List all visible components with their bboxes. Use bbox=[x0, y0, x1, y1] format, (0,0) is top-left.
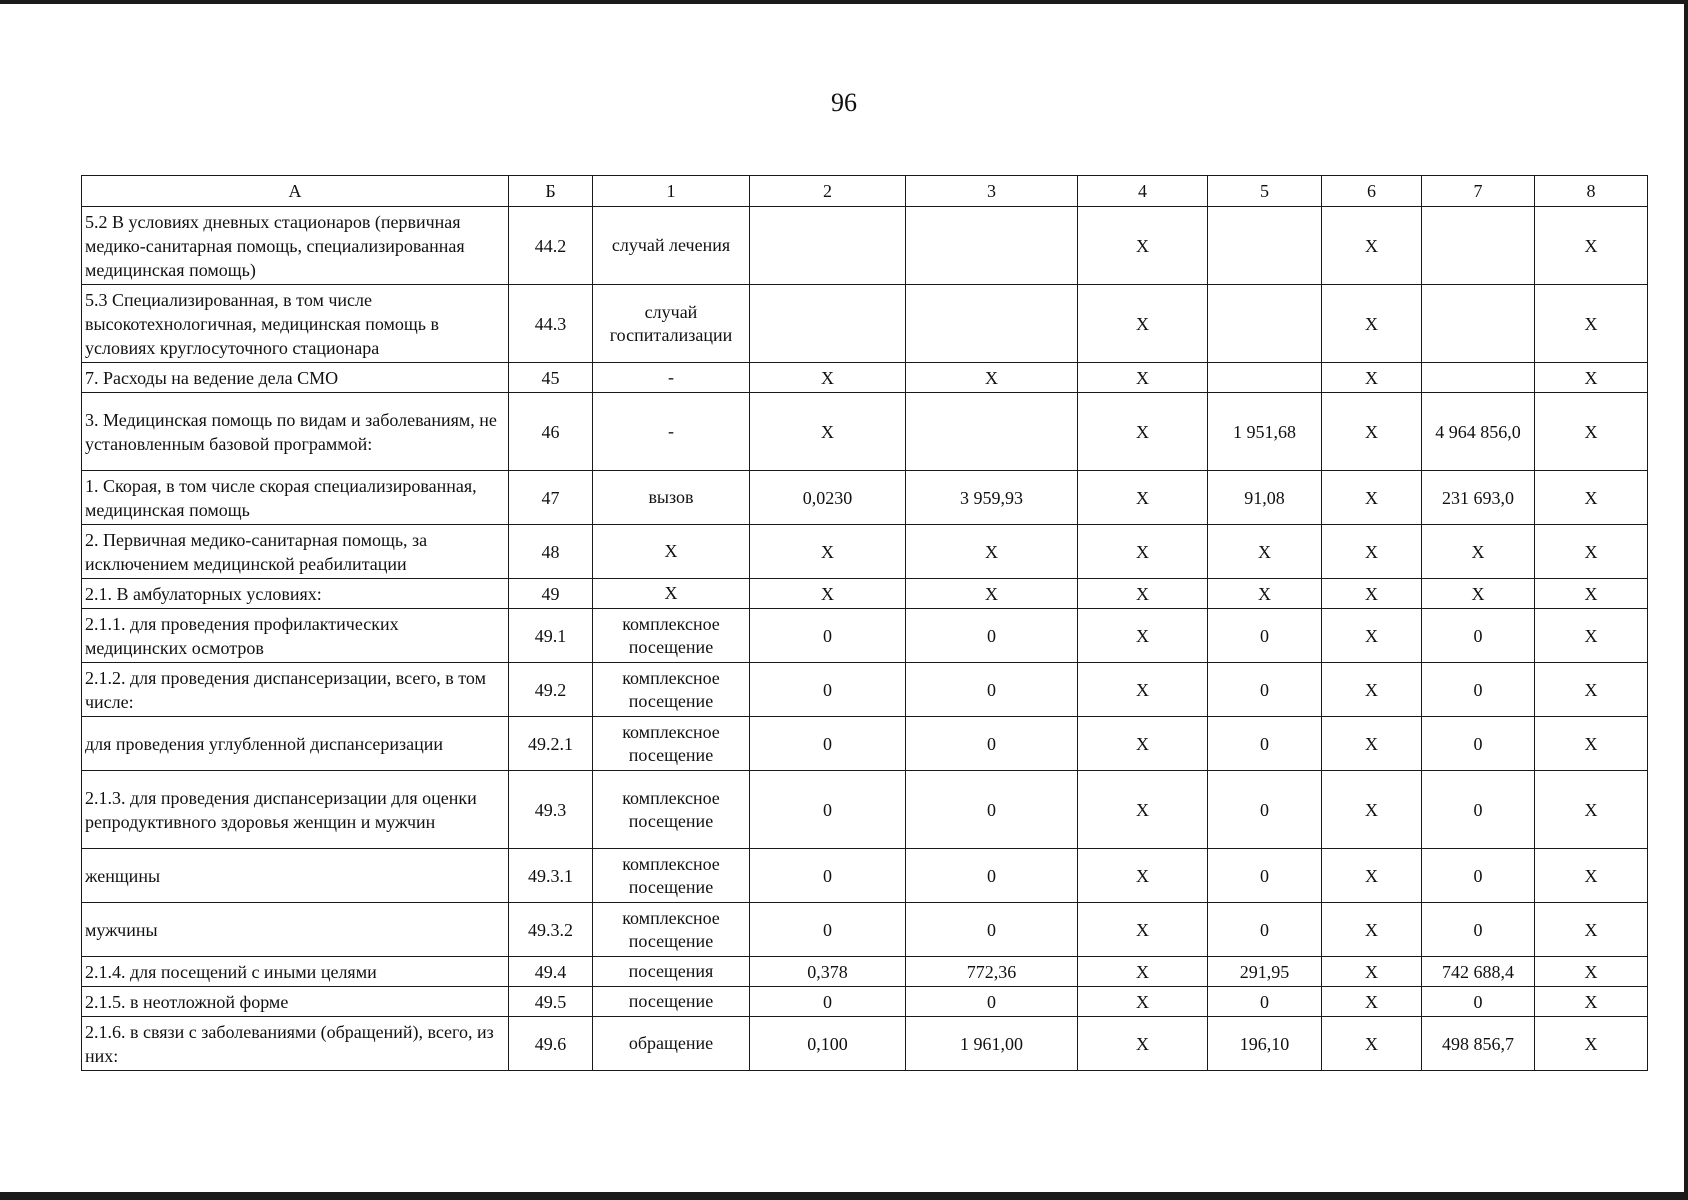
cell-col-5 bbox=[1208, 207, 1322, 285]
cell-col-2: X bbox=[750, 579, 906, 609]
cell-col-8: X bbox=[1535, 285, 1648, 363]
cell-col-3: 3 959,93 bbox=[906, 471, 1078, 525]
header-col-1: 1 bbox=[593, 176, 750, 207]
cell-col-8: X bbox=[1535, 207, 1648, 285]
row-label: 2.1.1. для проведения профилактических медицинских осмотров bbox=[82, 609, 509, 663]
row-unit: X bbox=[593, 525, 750, 579]
scan-top-edge bbox=[0, 0, 1688, 4]
table-row bbox=[82, 903, 1648, 957]
table-row bbox=[82, 987, 1648, 1017]
cell-col-5 bbox=[1208, 285, 1322, 363]
cell-col-7: X bbox=[1422, 525, 1535, 579]
row-unit: посещения bbox=[593, 957, 750, 987]
header-col-6: 6 bbox=[1322, 176, 1422, 207]
cell-col-5: 0 bbox=[1208, 771, 1322, 849]
cell-col-2: 0 bbox=[750, 903, 906, 957]
row-label: 3. Медицинская помощь по видам и заболеваниям, не установленным базовой программой: bbox=[82, 393, 509, 471]
table-row bbox=[82, 525, 1648, 579]
cell-col-4: X bbox=[1078, 663, 1208, 717]
cell-col-4: X bbox=[1078, 717, 1208, 771]
cell-col-7: 0 bbox=[1422, 987, 1535, 1017]
cell-col-4: X bbox=[1078, 609, 1208, 663]
cell-col-7 bbox=[1422, 207, 1535, 285]
cell-col-8: X bbox=[1535, 849, 1648, 903]
cell-col-4: X bbox=[1078, 525, 1208, 579]
cell-col-5 bbox=[1208, 363, 1322, 393]
table-row bbox=[82, 771, 1648, 849]
row-code: 49.3.2 bbox=[509, 903, 593, 957]
row-unit: комплексное посещение bbox=[593, 609, 750, 663]
row-code: 49.3 bbox=[509, 771, 593, 849]
row-label: 7. Расходы на ведение дела СМО bbox=[82, 363, 509, 393]
table-header-row bbox=[82, 176, 1648, 207]
cell-col-7: 498 856,7 bbox=[1422, 1017, 1535, 1071]
row-label: 2.1.5. в неотложной форме bbox=[82, 987, 509, 1017]
cell-col-4: X bbox=[1078, 903, 1208, 957]
cell-col-5: 91,08 bbox=[1208, 471, 1322, 525]
cell-col-6: X bbox=[1322, 609, 1422, 663]
row-label: женщины bbox=[82, 849, 509, 903]
header-col-b: Б bbox=[509, 176, 593, 207]
cell-col-8: X bbox=[1535, 1017, 1648, 1071]
row-unit: вызов bbox=[593, 471, 750, 525]
row-label: 2.1.3. для проведения диспансеризации для оценки репродуктивного здоровья женщин и мужчин bbox=[82, 771, 509, 849]
row-label: 2.1.6. в связи с заболеваниями (обращений), всего, из них: bbox=[82, 1017, 509, 1071]
cell-col-4: X bbox=[1078, 987, 1208, 1017]
cell-col-3 bbox=[906, 207, 1078, 285]
cell-col-8: X bbox=[1535, 471, 1648, 525]
row-unit: комплексное посещение bbox=[593, 771, 750, 849]
cell-col-7: 0 bbox=[1422, 717, 1535, 771]
cell-col-3: 0 bbox=[906, 987, 1078, 1017]
cell-col-8: X bbox=[1535, 663, 1648, 717]
cell-col-8: X bbox=[1535, 609, 1648, 663]
header-col-7: 7 bbox=[1422, 176, 1535, 207]
cell-col-7: 0 bbox=[1422, 663, 1535, 717]
cell-col-7: 0 bbox=[1422, 903, 1535, 957]
cell-col-3: 0 bbox=[906, 717, 1078, 771]
cell-col-4: X bbox=[1078, 1017, 1208, 1071]
cell-col-6: X bbox=[1322, 471, 1422, 525]
row-code: 49.2.1 bbox=[509, 717, 593, 771]
cell-col-8: X bbox=[1535, 771, 1648, 849]
cell-col-2: 0 bbox=[750, 987, 906, 1017]
cell-col-6: X bbox=[1322, 849, 1422, 903]
cell-col-3: 1 961,00 bbox=[906, 1017, 1078, 1071]
cell-col-5: X bbox=[1208, 579, 1322, 609]
cell-col-5: 0 bbox=[1208, 609, 1322, 663]
table-row bbox=[82, 393, 1648, 471]
cell-col-7: 0 bbox=[1422, 849, 1535, 903]
cell-col-5: 0 bbox=[1208, 903, 1322, 957]
row-code: 44.3 bbox=[509, 285, 593, 363]
cell-col-2: X bbox=[750, 363, 906, 393]
header-col-5: 5 bbox=[1208, 176, 1322, 207]
row-code: 45 bbox=[509, 363, 593, 393]
cell-col-8: X bbox=[1535, 579, 1648, 609]
row-label: 2.1. В амбулаторных условиях: bbox=[82, 579, 509, 609]
cell-col-5: 1 951,68 bbox=[1208, 393, 1322, 471]
row-unit: обращение bbox=[593, 1017, 750, 1071]
header-col-8: 8 bbox=[1535, 176, 1648, 207]
table-row bbox=[82, 609, 1648, 663]
cell-col-3: X bbox=[906, 363, 1078, 393]
row-label: мужчины bbox=[82, 903, 509, 957]
row-unit: комплексное посещение bbox=[593, 903, 750, 957]
table-row bbox=[82, 285, 1648, 363]
cell-col-2 bbox=[750, 207, 906, 285]
row-code: 44.2 bbox=[509, 207, 593, 285]
row-label: 2.1.4. для посещений с иными целями bbox=[82, 957, 509, 987]
cell-col-6: X bbox=[1322, 363, 1422, 393]
page-number: 96 bbox=[831, 88, 857, 117]
cell-col-4: X bbox=[1078, 285, 1208, 363]
row-code: 49.2 bbox=[509, 663, 593, 717]
table-row bbox=[82, 207, 1648, 285]
cell-col-3: 0 bbox=[906, 609, 1078, 663]
cell-col-2: 0 bbox=[750, 771, 906, 849]
cell-col-6: X bbox=[1322, 717, 1422, 771]
cell-col-3: X bbox=[906, 579, 1078, 609]
cell-col-2: X bbox=[750, 393, 906, 471]
cell-col-2: 0 bbox=[750, 717, 906, 771]
row-code: 49.6 bbox=[509, 1017, 593, 1071]
row-code: 49.5 bbox=[509, 987, 593, 1017]
cell-col-7: 231 693,0 bbox=[1422, 471, 1535, 525]
header-col-4: 4 bbox=[1078, 176, 1208, 207]
scan-bottom-edge bbox=[0, 1192, 1688, 1200]
header-col-3: 3 bbox=[906, 176, 1078, 207]
cell-col-6: X bbox=[1322, 987, 1422, 1017]
cell-col-3: X bbox=[906, 525, 1078, 579]
cell-col-7 bbox=[1422, 285, 1535, 363]
budget-table bbox=[81, 175, 1648, 1071]
cell-col-8: X bbox=[1535, 987, 1648, 1017]
header-col-a: А bbox=[82, 176, 509, 207]
cell-col-6: X bbox=[1322, 285, 1422, 363]
table-row bbox=[82, 717, 1648, 771]
cell-col-6: X bbox=[1322, 957, 1422, 987]
cell-col-6: X bbox=[1322, 1017, 1422, 1071]
cell-col-4: X bbox=[1078, 849, 1208, 903]
cell-col-3 bbox=[906, 393, 1078, 471]
cell-col-2: 0 bbox=[750, 609, 906, 663]
cell-col-7: 4 964 856,0 bbox=[1422, 393, 1535, 471]
row-unit: комплексное посещение bbox=[593, 849, 750, 903]
cell-col-3: 0 bbox=[906, 849, 1078, 903]
row-unit: - bbox=[593, 393, 750, 471]
cell-col-7 bbox=[1422, 363, 1535, 393]
cell-col-7: 0 bbox=[1422, 771, 1535, 849]
cell-col-5: 0 bbox=[1208, 717, 1322, 771]
cell-col-5: 196,10 bbox=[1208, 1017, 1322, 1071]
cell-col-7: 742 688,4 bbox=[1422, 957, 1535, 987]
cell-col-6: X bbox=[1322, 393, 1422, 471]
cell-col-3: 0 bbox=[906, 903, 1078, 957]
cell-col-5: X bbox=[1208, 525, 1322, 579]
table-row bbox=[82, 579, 1648, 609]
table-row bbox=[82, 363, 1648, 393]
row-code: 49.4 bbox=[509, 957, 593, 987]
table-row bbox=[82, 663, 1648, 717]
cell-col-2 bbox=[750, 285, 906, 363]
row-code: 49.3.1 bbox=[509, 849, 593, 903]
cell-col-4: X bbox=[1078, 771, 1208, 849]
row-label: 5.2 В условиях дневных стационаров (первичная медико-санитарная помощь, специализированная медицинская помощь) bbox=[82, 207, 509, 285]
row-code: 49.1 bbox=[509, 609, 593, 663]
row-label: 2. Первичная медико-санитарная помощь, за исключением медицинской реабилитации bbox=[82, 525, 509, 579]
cell-col-6: X bbox=[1322, 525, 1422, 579]
cell-col-4: X bbox=[1078, 471, 1208, 525]
row-unit: комплексное посещение bbox=[593, 717, 750, 771]
row-code: 48 bbox=[509, 525, 593, 579]
cell-col-2: 0 bbox=[750, 849, 906, 903]
cell-col-6: X bbox=[1322, 207, 1422, 285]
cell-col-2: 0,0230 bbox=[750, 471, 906, 525]
cell-col-2: 0,378 bbox=[750, 957, 906, 987]
scan-right-edge bbox=[1684, 0, 1688, 1200]
row-label: 1. Скорая, в том числе скорая специализированная, медицинская помощь bbox=[82, 471, 509, 525]
cell-col-4: X bbox=[1078, 393, 1208, 471]
row-label: для проведения углубленной диспансеризации bbox=[82, 717, 509, 771]
table-body bbox=[82, 207, 1648, 1071]
cell-col-5: 291,95 bbox=[1208, 957, 1322, 987]
row-unit: X bbox=[593, 579, 750, 609]
cell-col-5: 0 bbox=[1208, 987, 1322, 1017]
cell-col-3: 772,36 bbox=[906, 957, 1078, 987]
table-row bbox=[82, 471, 1648, 525]
cell-col-6: X bbox=[1322, 903, 1422, 957]
cell-col-4: X bbox=[1078, 363, 1208, 393]
table-row bbox=[82, 1017, 1648, 1071]
row-label: 2.1.2. для проведения диспансеризации, всего, в том числе: bbox=[82, 663, 509, 717]
row-unit: - bbox=[593, 363, 750, 393]
cell-col-8: X bbox=[1535, 363, 1648, 393]
cell-col-2: 0,100 bbox=[750, 1017, 906, 1071]
row-code: 46 bbox=[509, 393, 593, 471]
cell-col-8: X bbox=[1535, 903, 1648, 957]
cell-col-5: 0 bbox=[1208, 663, 1322, 717]
cell-col-7: X bbox=[1422, 579, 1535, 609]
row-unit: комплексное посещение bbox=[593, 663, 750, 717]
cell-col-6: X bbox=[1322, 663, 1422, 717]
cell-col-4: X bbox=[1078, 207, 1208, 285]
cell-col-5: 0 bbox=[1208, 849, 1322, 903]
cell-col-4: X bbox=[1078, 957, 1208, 987]
cell-col-8: X bbox=[1535, 525, 1648, 579]
table-row bbox=[82, 957, 1648, 987]
row-code: 49 bbox=[509, 579, 593, 609]
row-code: 47 bbox=[509, 471, 593, 525]
header-col-2: 2 bbox=[750, 176, 906, 207]
cell-col-3: 0 bbox=[906, 663, 1078, 717]
cell-col-3 bbox=[906, 285, 1078, 363]
cell-col-8: X bbox=[1535, 393, 1648, 471]
row-label: 5.3 Специализированная, в том числе высокотехнологичная, медицинская помощь в условиях круглосуточного стационара bbox=[82, 285, 509, 363]
row-unit: случай госпитализации bbox=[593, 285, 750, 363]
cell-col-8: X bbox=[1535, 717, 1648, 771]
cell-col-6: X bbox=[1322, 771, 1422, 849]
table-row bbox=[82, 849, 1648, 903]
cell-col-2: 0 bbox=[750, 663, 906, 717]
cell-col-3: 0 bbox=[906, 771, 1078, 849]
cell-col-2: X bbox=[750, 525, 906, 579]
row-unit: посещение bbox=[593, 987, 750, 1017]
cell-col-7: 0 bbox=[1422, 609, 1535, 663]
cell-col-8: X bbox=[1535, 957, 1648, 987]
row-unit: случай лечения bbox=[593, 207, 750, 285]
cell-col-6: X bbox=[1322, 579, 1422, 609]
cell-col-4: X bbox=[1078, 579, 1208, 609]
